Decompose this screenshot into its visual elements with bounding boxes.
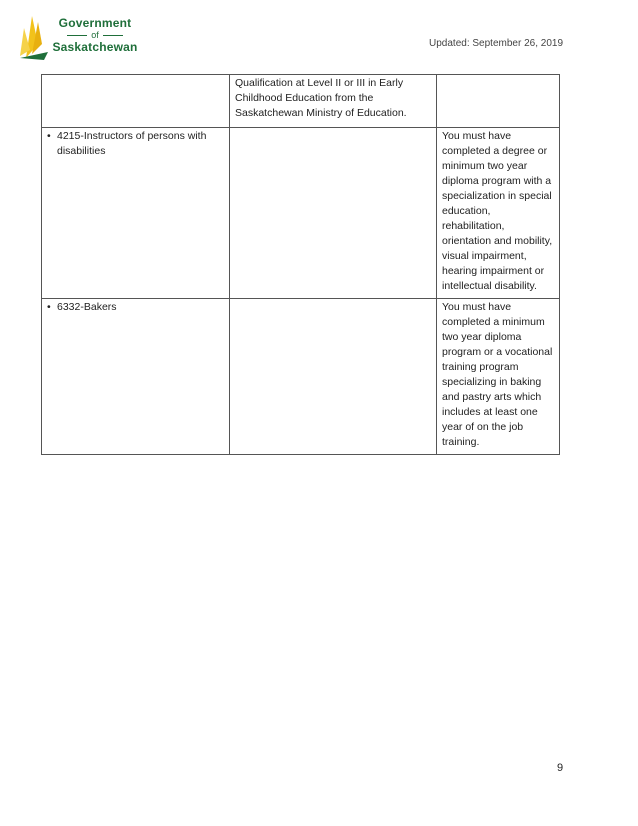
- occupation-cell: [42, 75, 230, 128]
- education-cell: Qualification at Level II or III in Early Childhood Education from the Saskatchewan Ministry of Education.: [230, 75, 437, 128]
- education-cell: [230, 128, 437, 299]
- requirement-cell: You must have completed a minimum two year diploma program or a vocational training program specializing in baking and pastry arts which includes at least one year of on the job training.: [437, 299, 560, 455]
- government-of-saskatchewan-logo: [18, 14, 138, 62]
- logo-line-of: [50, 30, 140, 40]
- logo-wordmark: [50, 16, 140, 54]
- occupation-cell: [42, 128, 230, 299]
- logo-line-government: Government: [58, 16, 132, 30]
- requirement-cell: You must have completed a degree or minimum two year diploma program with a specialization in special education, rehabilitation, orientation and mobility, visual impairment, hearing impairment or intellectual disability.: [437, 128, 560, 299]
- table-row: [42, 299, 560, 455]
- logo-of-text: of: [91, 30, 99, 40]
- occupation-cell: [42, 299, 230, 455]
- requirements-table: [41, 74, 560, 455]
- table-row: [42, 128, 560, 299]
- updated-date: Updated: September 26, 2019: [429, 38, 563, 49]
- table-row: [42, 75, 560, 128]
- requirement-cell: [437, 75, 560, 128]
- wheat-emblem-icon: [18, 14, 52, 62]
- occupation-label: 6332-Bakers: [57, 301, 117, 313]
- education-cell: [230, 299, 437, 455]
- logo-line-saskatchewan: Saskatchewan: [52, 40, 138, 54]
- page-number: 9: [557, 762, 564, 774]
- bullet-icon: •: [47, 301, 51, 313]
- occupation-label: 4215-Instructors of persons with disabilities: [57, 130, 207, 157]
- bullet-icon: •: [47, 130, 51, 142]
